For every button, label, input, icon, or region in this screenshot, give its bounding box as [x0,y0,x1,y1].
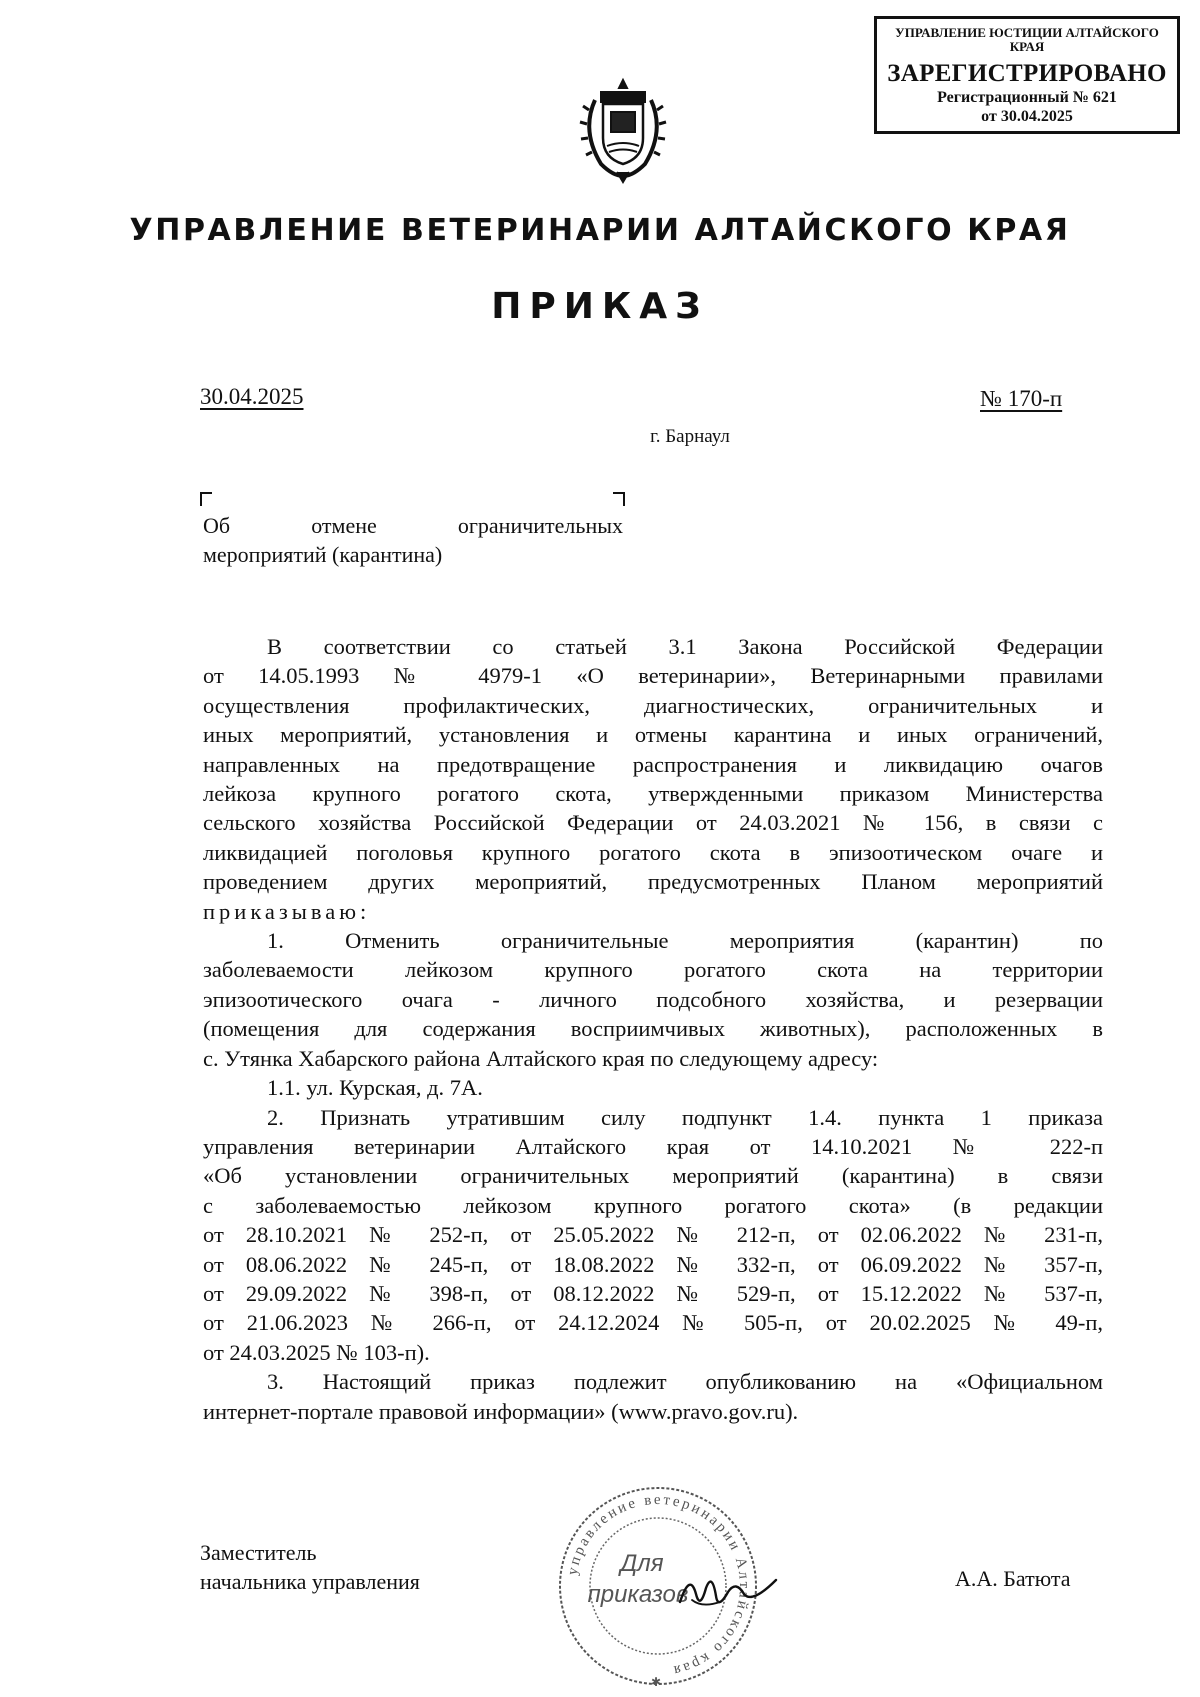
body-line: В соответствии со статьей 3.1 Закона Российской Федерации [267,634,1103,659]
stamp-center-line-1: Для [620,1550,664,1577]
registration-stamp [874,16,1180,134]
item-2-line: «Об установлении ограничительных мероприятий (карантина) в связи [203,1163,1103,1189]
item-2-line: от 24.03.2025 № 103-п). [203,1339,430,1365]
item-2-line: 2. Признать утратившим силу подпункт 1.4. пункта 1 приказа [267,1104,1103,1130]
registration-number: Регистрационный № 621 [937,89,1117,106]
stamp-center-line-2: приказов [587,1581,689,1608]
item-3-line: интернет-портале правовой информации» (www.pravo.gov.ru). [203,1398,799,1424]
order-body [203,632,1103,1426]
body-line: осуществления профилактических, диагностических, ограничительных и [203,692,1103,718]
item-1-line: (помещения для содержания восприимчивых животных), расположенных в [203,1016,1103,1042]
order-date: 30.04.2025 [200,384,304,409]
order-city: г. Барнаул [650,426,730,447]
body-line: ликвидацией поголовья крупного рогатого скота в эпизоотическом очаге и [203,839,1103,865]
document-type-heading: ПРИКАЗ [491,286,709,327]
body-line: сельского хозяйства Российской Федерации от 24.03.2021 № 156, в связи с [203,810,1103,836]
item-2-line: от 29.09.2022 № 398-п, от 08.12.2022 № 529-п, от 15.12.2022 № 537-п, [203,1280,1103,1306]
item-2-line: с заболеваемостью лейкозом крупного рогатого скота» (в редакции [203,1192,1103,1218]
item-2-line: от 28.10.2021 № 252-п, от 25.05.2022 № 212-п, от 02.06.2022 № 231-п, [203,1222,1103,1248]
signatory-title-line-2: начальника управления [200,1569,420,1594]
item-3-line: 3. Настоящий приказ подлежит опубликованию на «Официальном [267,1369,1103,1395]
signatory-name: А.А. Батюта [955,1566,1071,1591]
subject-corner-right [613,492,625,506]
subject-line-1: Об отмене ограничительных [203,513,623,538]
item-2-line: от 21.06.2023 № 266-п, от 24.12.2024 № 505-п, от 20.02.2025 № 49-п, [203,1310,1103,1336]
signatory-title-line-1: Заместитель [200,1540,317,1565]
registration-org: УПРАВЛЕНИЕ ЮСТИЦИИ АЛТАЙСКОГО КРАЯ [895,25,1159,54]
item-1-line: заболеваемости лейкозом крупного рогатого скота на территории [203,957,1103,983]
body-line: лейкоза крупного рогатого скота, утвержденными приказом Министерства [203,781,1103,807]
agency-name: УПРАВЛЕНИЕ ВЕТЕРИНАРИИ АЛТАЙСКОГО КРАЯ [129,213,1071,248]
order-number: № 170-п [980,386,1063,411]
subject-corner-left [200,492,212,506]
registration-status: ЗАРЕГИСТРИРОВАНО [887,60,1167,87]
handwritten-signature [680,1580,776,1602]
item-2-line: управления ветеринарии Алтайского края от 14.10.2021 № 222-п [203,1133,1103,1159]
stamp-ring-text: управление ветеринарии Алтайского края [564,1491,753,1679]
item-1-line: 1. Отменить ограничительные мероприятия (карантин) по [267,928,1103,954]
official-round-stamp [530,1476,782,1690]
coat-of-arms-emblem [573,76,673,184]
stamp-star-icon: ✱ [650,1675,662,1689]
item-1-line: с. Утянка Хабарского района Алтайского края по следующему адресу: [203,1045,879,1071]
body-line: проведением других мероприятий, предусмотренных Планом мероприятий [203,869,1103,895]
registration-date: от 30.04.2025 [981,108,1073,125]
order-word: приказываю: [203,898,371,924]
body-line: от 14.05.1993 № 4979-1 «О ветеринарии», Ветеринарными правилами [203,663,1103,689]
signatory-title [200,1538,420,1596]
item-1-line: эпизоотического очага - личного подсобного хозяйства, и резервации [203,986,1103,1012]
order-subject [203,511,623,569]
body-line: иных мероприятий, установления и отмены карантина и иных ограничений, [203,722,1103,748]
body-line: направленных на предотвращение распространения и ликвидацию очагов [203,751,1103,777]
subject-line-2: мероприятий (карантина) [203,542,443,567]
item-1-1: 1.1. ул. Курская, д. 7А. [267,1075,483,1101]
item-2-line: от 08.06.2022 № 245-п, от 18.08.2022 № 332-п, от 06.09.2022 № 357-п, [203,1251,1103,1277]
